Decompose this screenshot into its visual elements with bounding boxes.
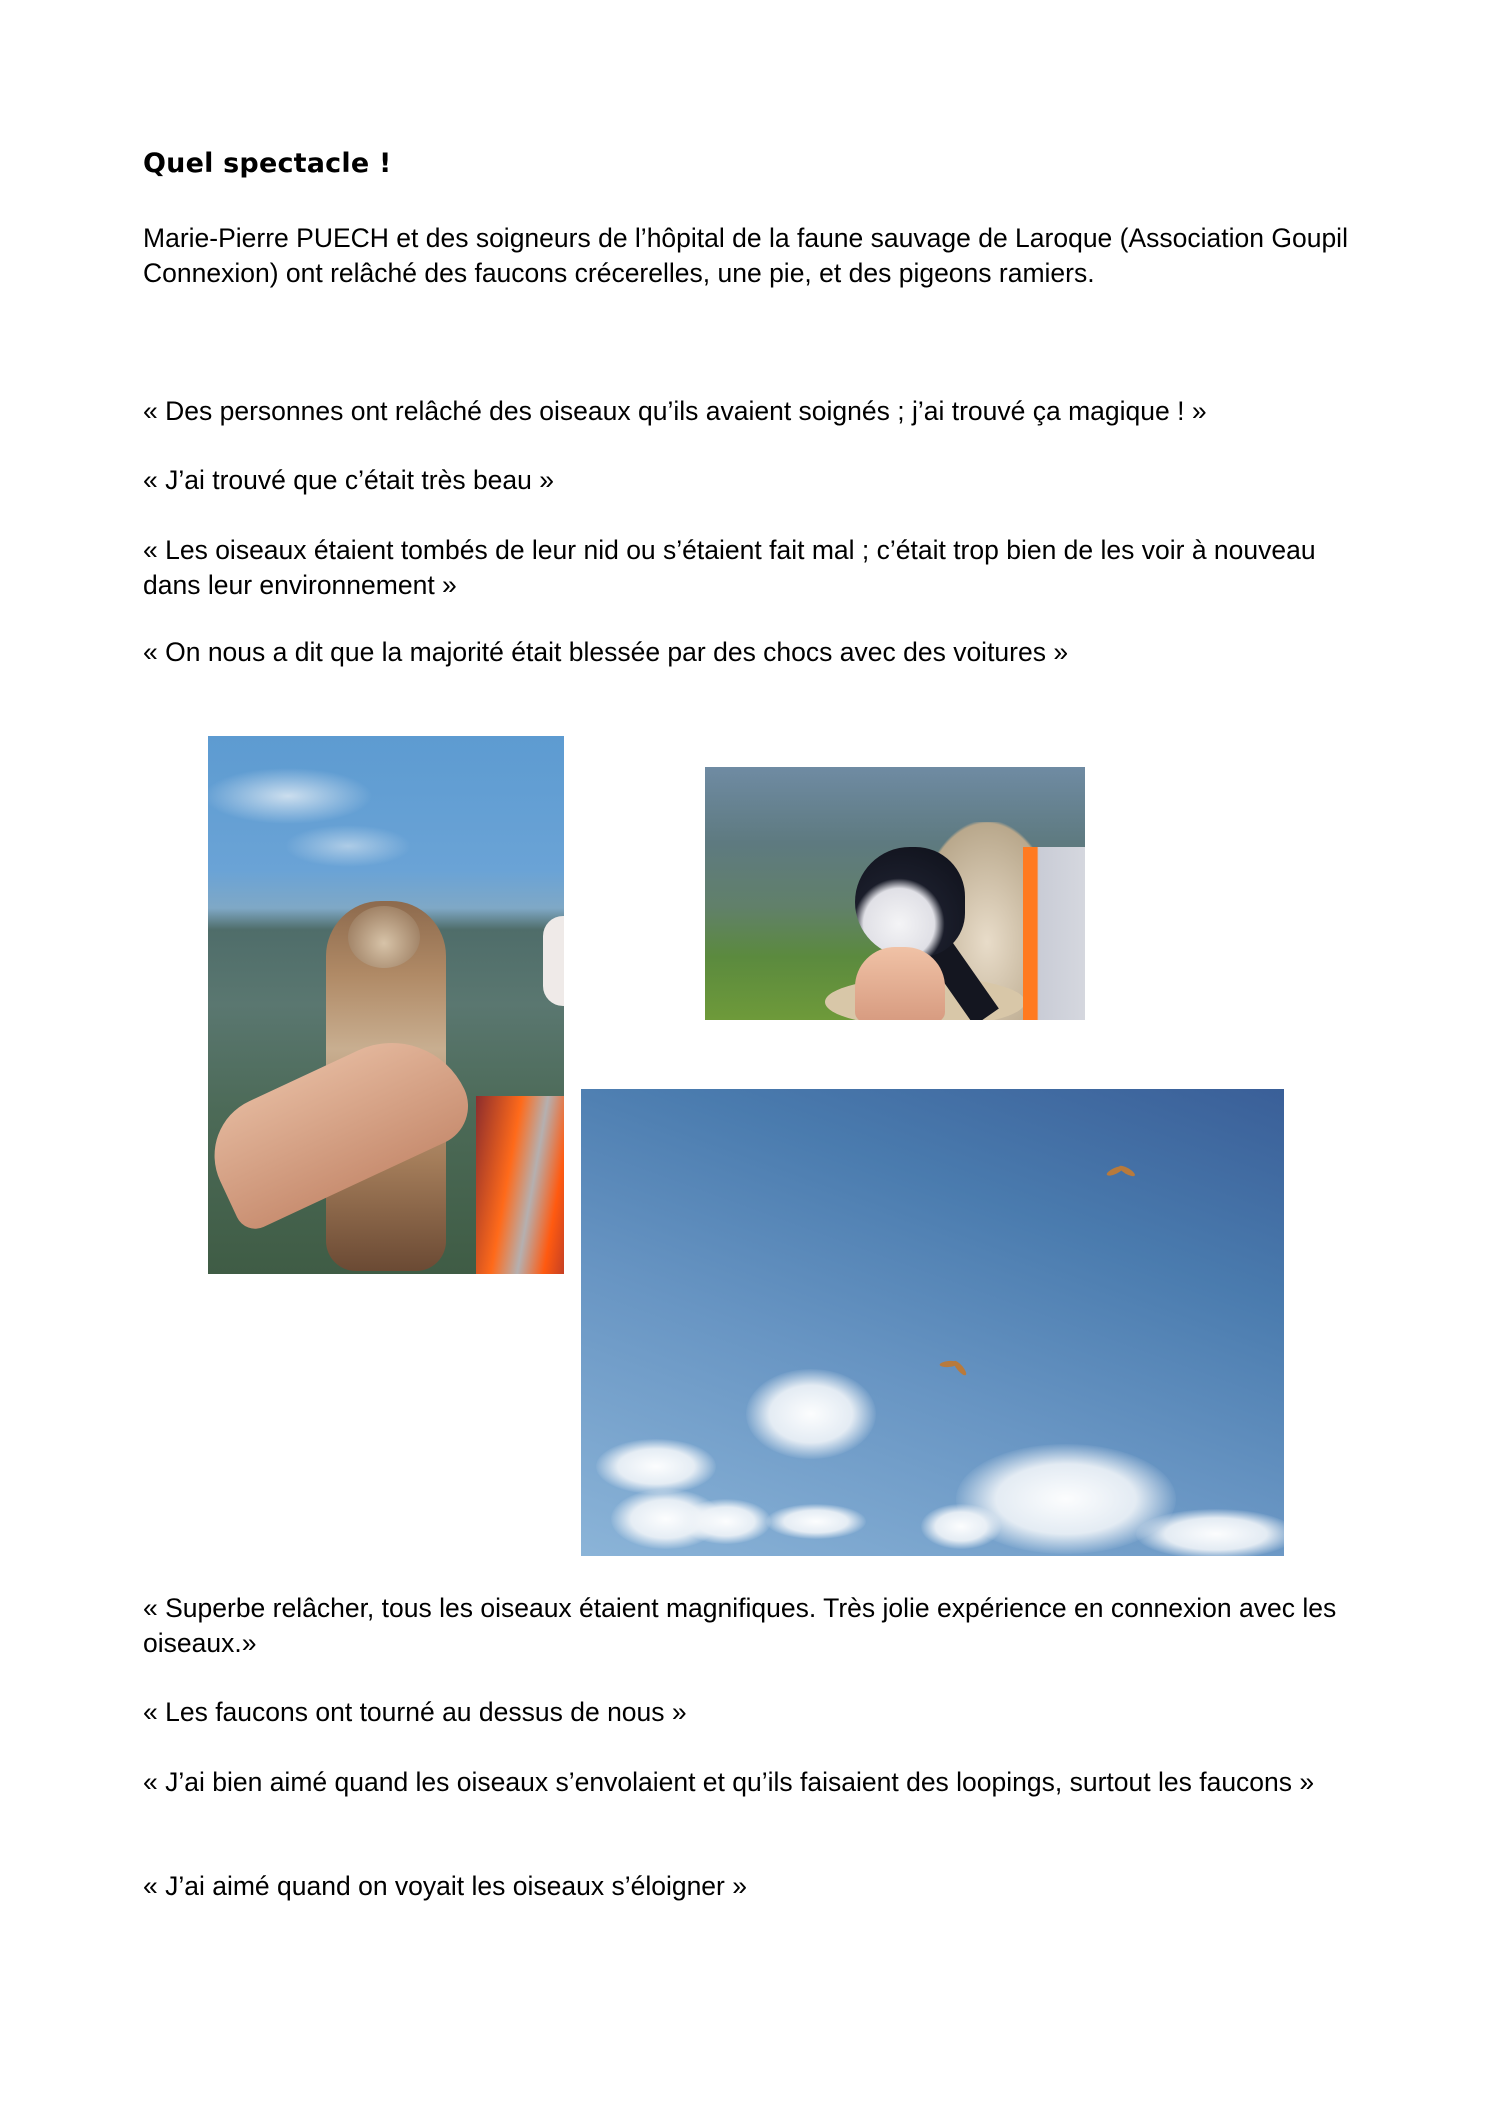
cloud-shape [921,1504,1001,1549]
quote-4: « On nous a dit que la majorité était blessée par des chocs avec des voitures » [143,637,1069,667]
page-title: Quel spectacle ! [143,148,392,179]
sky-photo [581,1089,1284,1556]
quote-6: « Les faucons ont tourné au dessus de nous » [143,1697,687,1727]
cloud-shape [746,1369,876,1459]
hand-shape [855,947,945,1020]
magpie-photo [705,767,1085,1020]
kestrel-photo [208,736,564,1274]
orange-vest-shape [476,1096,564,1274]
magpie-body-shape [855,847,965,957]
quote-1: « Des personnes ont relâché des oiseaux qu’ils avaient soignés ; j’ai trouvé ça magique ! » [143,396,1207,426]
quote-2: « J’ai trouvé que c’était très beau » [143,465,554,495]
flying-falcon-icon [1106,1164,1136,1180]
cap-shape [543,916,564,1006]
intro-paragraph: Marie-Pierre PUECH et des soigneurs de l’hôpital de la faune sauvage de Laroque (Association Goupil Connexion) ont relâché des faucons crécerelles, une pie, et des pigeons ramiers. [143,223,1348,288]
kestrel-head-shape [348,906,420,968]
quote-8: « J’ai aimé quand on voyait les oiseaux s’éloigner » [143,1871,747,1901]
quote-7: « J’ai bien aimé quand les oiseaux s’envolaient et qu’ils faisaient des loopings, surtout les faucons » [143,1767,1315,1797]
cloud-shape [766,1504,866,1539]
cloud-shape [681,1499,771,1544]
quote-3: « Les oiseaux étaient tombés de leur nid ou s’étaient fait mal ; c’était trop bien de les voir à nouveau dans leur environnement » [143,535,1316,600]
sleeve-shape [1023,847,1085,1020]
quote-5: « Superbe relâcher, tous les oiseaux étaient magnifiques. Très jolie expérience en connexion avec les oiseaux.» [143,1593,1337,1658]
cloud-shape [1136,1509,1284,1556]
flying-falcon-icon [937,1354,971,1379]
cloud-shape [596,1439,716,1494]
